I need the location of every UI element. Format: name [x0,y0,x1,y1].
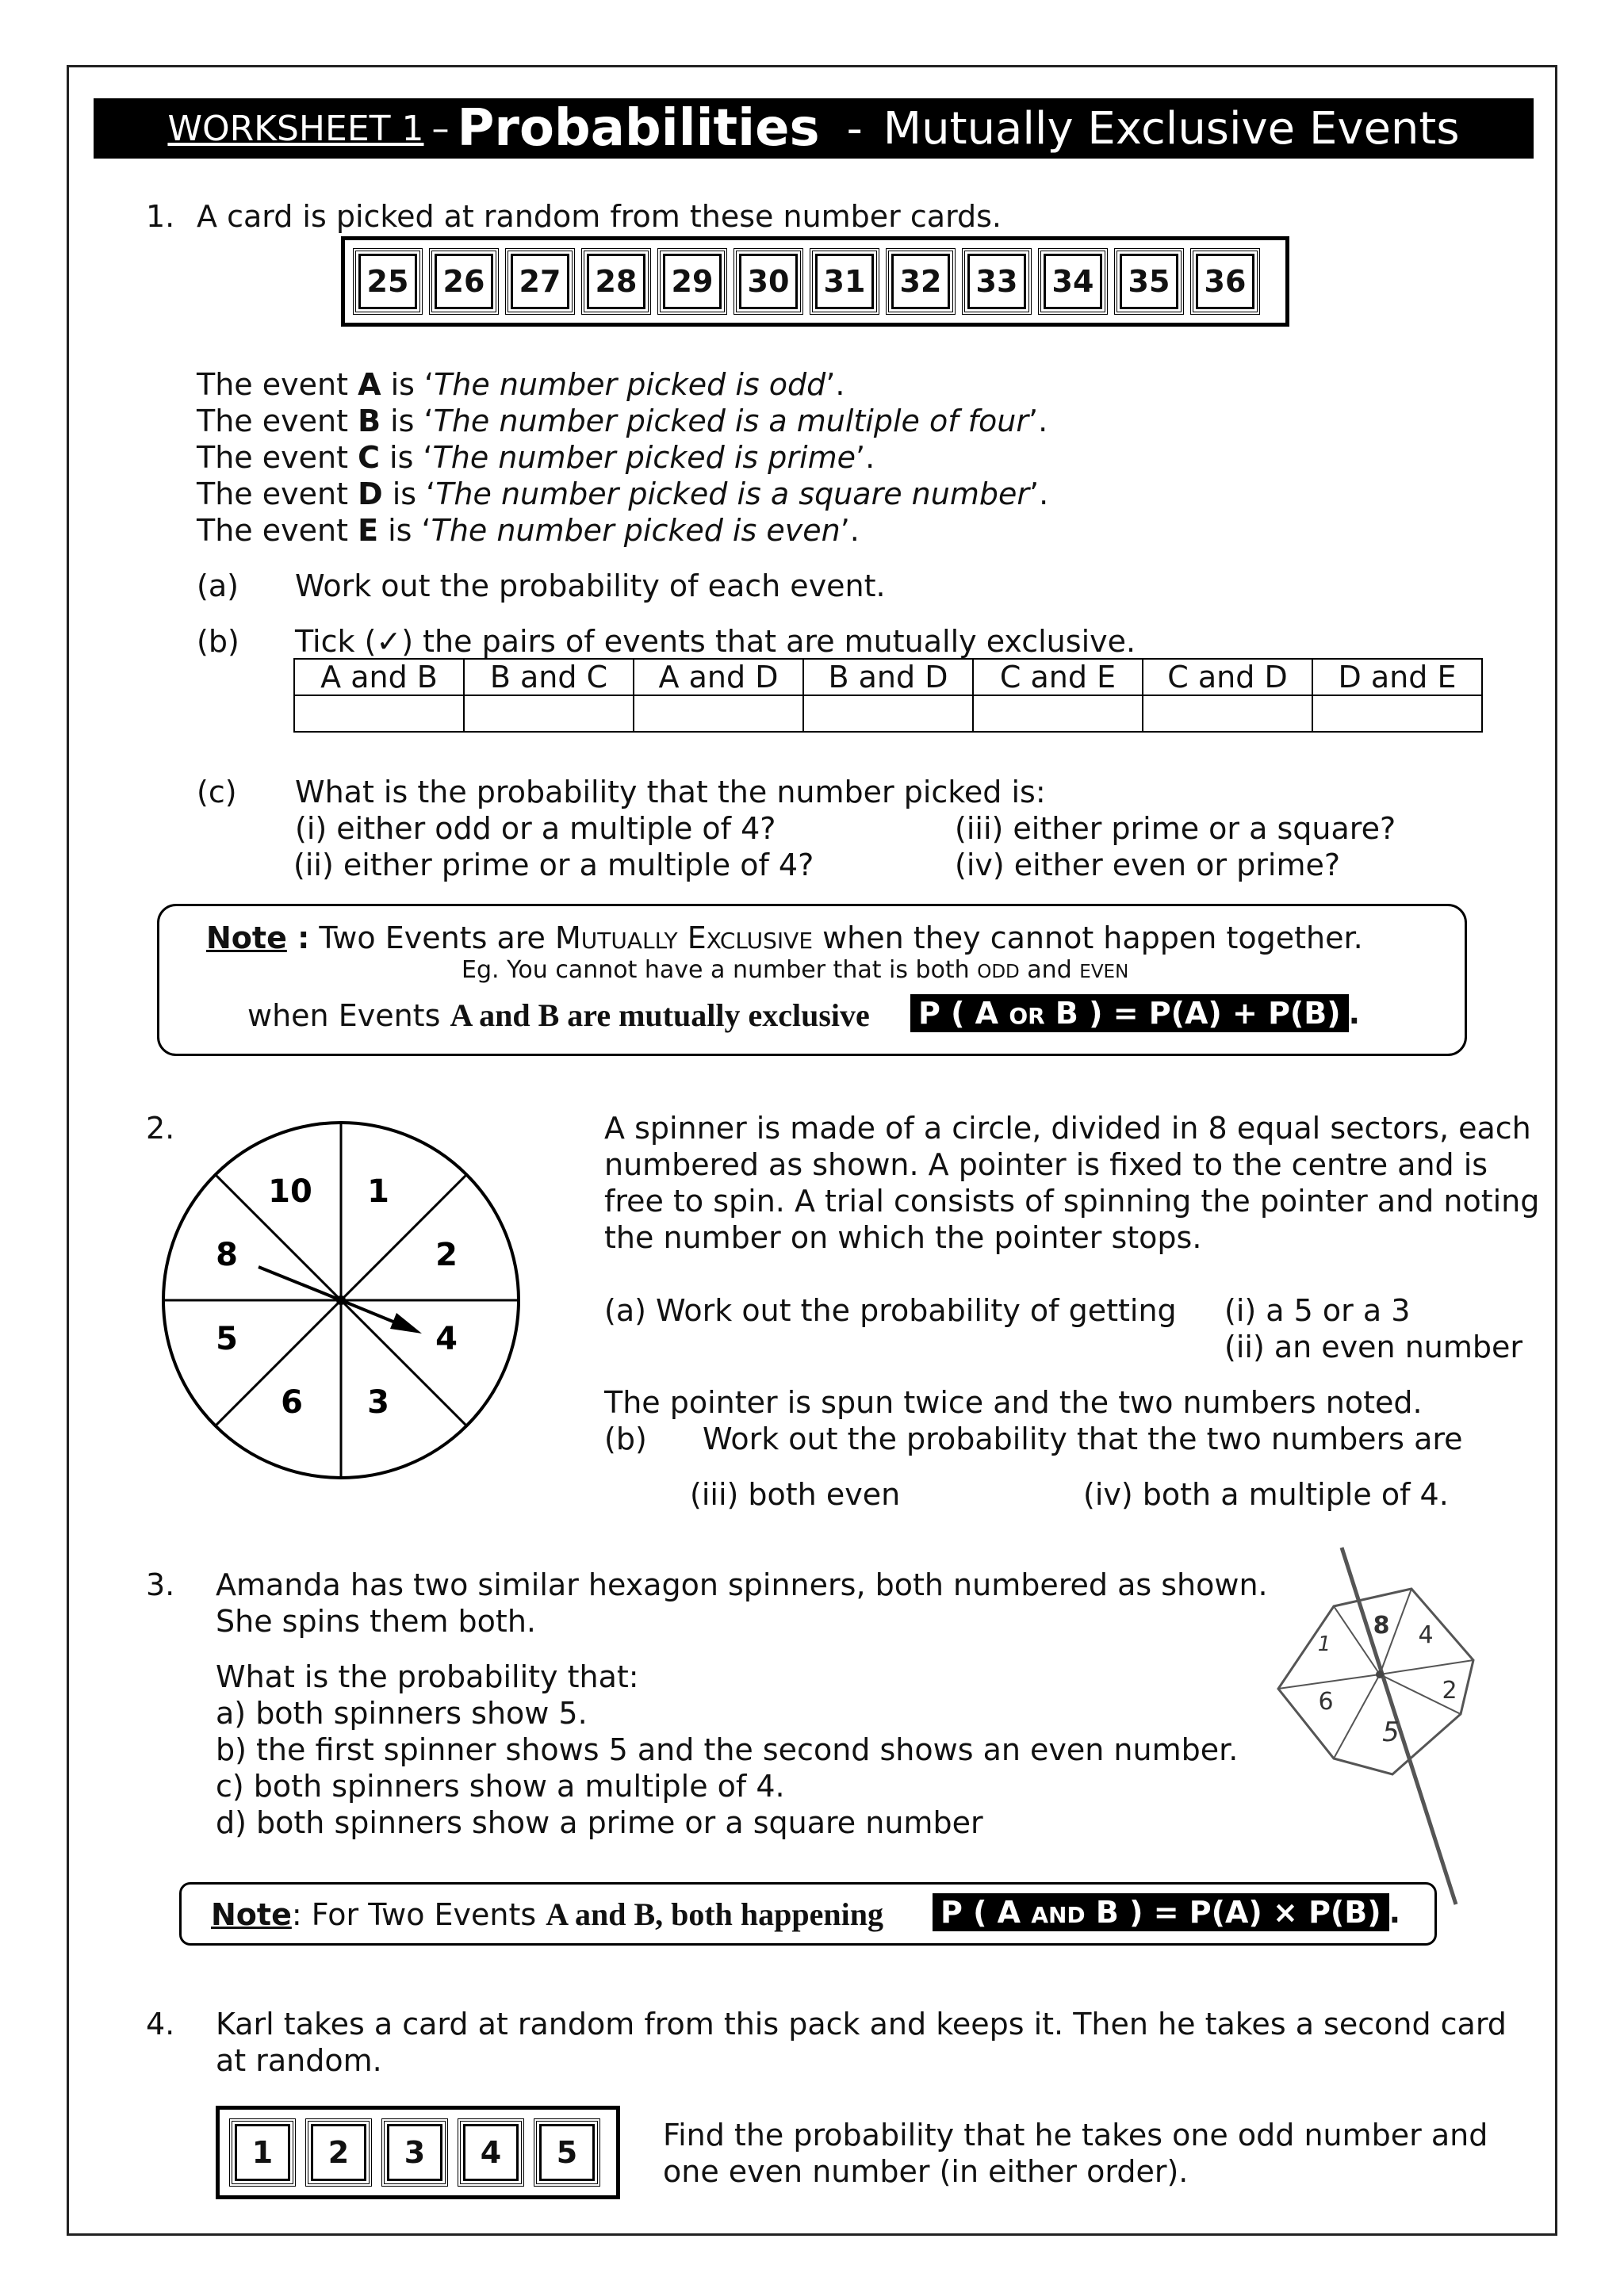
q2-twice: The pointer is spun twice and the two numbers noted. [604,1385,1423,1420]
q3-d: d) both spinners show a prime or a square number [216,1805,983,1840]
event-d-line: The event D is ‘The number picked is a square number’. [197,476,1049,511]
q3-line-2: She spins them both. [216,1604,536,1639]
number-card: 5 [534,2118,600,2187]
number-card: 4 [458,2118,524,2187]
q4-find-2: one even number (in either order). [663,2154,1189,2189]
number-card: 33 [962,248,1032,315]
pair-header: A and B [294,659,464,695]
q2a-ii: (ii) an even number [1224,1330,1523,1364]
number-card: 35 [1114,248,1184,315]
formula-or: P ( A OR B ) = P(A) + P(B) . [910,996,1360,1031]
q4-line-1: Karl takes a card at random from this pack and keeps it. Then he takes a second card [216,2007,1507,2042]
q2b-iii: (iii) both even [690,1477,901,1512]
q1c-iv: (iv) either even or prime? [955,848,1341,882]
hexagon-spinner [1253,1538,1491,1919]
q4-card-strip [216,2106,620,2199]
tick-cell[interactable] [1312,695,1482,732]
q3-ask: What is the probability that: [216,1659,639,1694]
sector-label: 6 [281,1384,303,1421]
tick-cell[interactable] [1143,695,1312,732]
sector-label: 1 [367,1173,389,1210]
pair-header: C and D [1143,659,1312,695]
number-card: 29 [657,248,727,315]
q2-desc-4: the number on which the pointer stops. [604,1220,1202,1255]
q4-number: 4. [146,2007,175,2042]
q1c-ii: (ii) either prime or a multiple of 4? [293,848,814,882]
q2b-text: Work out the probability that the two numbers are [703,1422,1463,1456]
q1-intro: A card is picked at random from these number cards. [197,199,1002,234]
number-card: 34 [1038,248,1108,315]
event-e-line: The event E is ‘The number picked is even’. [197,513,860,548]
q3-line-1: Amanda has two similar hexagon spinners, both numbered as shown. [216,1567,1268,1602]
q2-desc-1: A spinner is made of a circle, divided in 8 equal sectors, each [604,1111,1531,1146]
q2a-text: (a) Work out the probability of getting [604,1293,1177,1328]
tick-cell[interactable] [294,695,464,732]
sector-label: 8 [216,1237,238,1273]
worksheet-label: WORKSHEET 1 [167,108,424,149]
sector-label: 10 [268,1173,312,1210]
formula-and: P ( A AND B ) = P(A) × P(B) . [933,1895,1400,1930]
q1a-label: (a) [197,568,239,603]
number-card: 25 [353,248,423,315]
hex-label: 2 [1442,1677,1457,1705]
event-a-line: The event A is ‘The number picked is odd’. [197,367,845,402]
title-main: Probabilities [457,99,820,158]
number-card: 36 [1190,248,1260,315]
pairs-tick-table [293,658,1483,733]
title-bar [94,98,1534,159]
q1b-text: Tick (✓) the pairs of events that are mutually exclusive. [295,624,1136,659]
number-card: 30 [733,248,803,315]
q3-a: a) both spinners show 5. [216,1696,588,1731]
note2-line: Note: For Two Events A and B, both happening [211,1896,884,1932]
sector-label: 4 [435,1321,458,1357]
q2-desc-3: free to spin. A trial consists of spinning the pointer and noting [604,1184,1540,1219]
number-card: 32 [886,248,956,315]
hex-label: 5 [1382,1716,1400,1748]
q1-card-strip [341,236,1289,327]
q3-b: b) the first spinner shows 5 and the second shows an even number. [216,1732,1239,1767]
number-card: 28 [581,248,651,315]
title-separator: - [846,102,863,155]
q2a-i: (i) a 5 or a 3 [1224,1293,1411,1328]
hex-label: 4 [1418,1621,1434,1649]
q1-number: 1. [146,199,175,234]
tick-cell[interactable] [464,695,634,732]
q2b-iv: (iv) both a multiple of 4. [1083,1477,1449,1512]
title-dash: – [431,108,450,149]
note1-rule: when Events A and B are mutually exclusive [247,997,870,1033]
q1b-label: (b) [197,624,239,659]
number-card: 2 [305,2118,372,2187]
q2-desc-2: numbered as shown. A pointer is fixed to the centre and is [604,1147,1488,1182]
note1-line: Note : Two Events are MUTUALLY EXCLUSIVE when they cannot happen together. [206,920,1363,955]
tick-cell[interactable] [803,695,973,732]
sector-label: 5 [216,1321,238,1357]
q2-number: 2. [146,1111,175,1146]
number-card: 27 [505,248,575,315]
sector-label: 2 [435,1237,458,1273]
event-c-line: The event C is ‘The number picked is prime’. [197,440,875,475]
pair-header: B and C [464,659,634,695]
pointer-arrow-icon [390,1313,422,1334]
sector-label: 3 [367,1384,389,1421]
title-subtitle: Mutually Exclusive Events [883,102,1460,155]
number-card: 1 [229,2118,296,2187]
q2b-label: (b) [604,1422,647,1456]
pair-header: C and E [973,659,1143,695]
q1c-i: (i) either odd or a multiple of 4? [295,811,776,846]
number-card: 31 [810,248,879,315]
event-b-line: The event B is ‘The number picked is a multiple of four’. [197,404,1048,438]
q1c-text: What is the probability that the number picked is: [295,775,1046,809]
circle-spinner [155,1110,536,1490]
q3-c: c) both spinners show a multiple of 4. [216,1769,785,1804]
pair-header: D and E [1312,659,1482,695]
number-card: 26 [429,248,499,315]
hex-label: 6 [1318,1688,1334,1716]
number-card: 3 [381,2118,448,2187]
q1c-label: (c) [197,775,237,809]
hex-label: 1 [1317,1632,1331,1656]
pair-header: B and D [803,659,973,695]
q4-find-1: Find the probability that he takes one odd number and [663,2118,1488,2152]
note1-example: Eg. You cannot have a number that is both ODD and EVEN [462,956,1129,984]
q1c-iii: (iii) either prime or a square? [955,811,1396,846]
q4-line-2: at random. [216,2043,382,2078]
q3-number: 3. [146,1567,175,1602]
tick-cell[interactable] [973,695,1143,732]
q1a-text: Work out the probability of each event. [295,568,886,603]
hex-label: 8 [1373,1612,1390,1640]
pair-header: A and D [634,659,803,695]
tick-cell[interactable] [634,695,803,732]
